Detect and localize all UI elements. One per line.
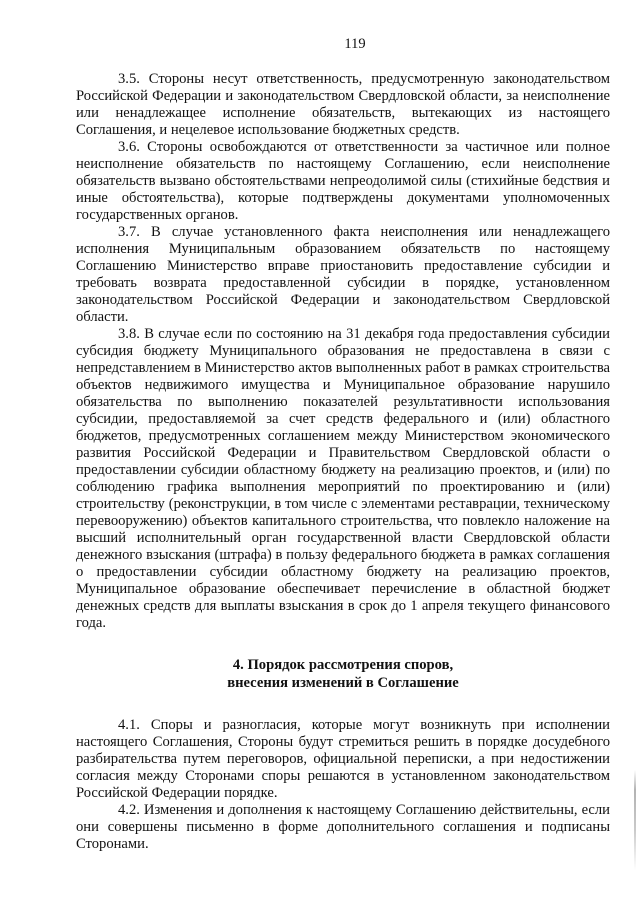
page-number: 119 bbox=[344, 36, 366, 52]
scan-edge-mark bbox=[634, 770, 636, 870]
paragraph-3-7: 3.7. В случае установленного факта неисполнения или ненадлежащего исполнения Муниципальным образованием обязательств по настоящему Соглашению Министерство вправе приостановить предоставление субсидии и требовать возврата предоставленной субсидии в порядке, установленном законодательством Российской Федерации и законодательством Свердловской области. bbox=[76, 224, 610, 325]
paragraph-4-1: 4.1. Споры и разногласия, которые могут возникнуть при исполнении настоящего Соглашения, Стороны будут стремиться решить в порядке досудебного разбирательства путем переговоров, официальной переписки, а при недостижении согласия между Сторонами споры решаются в установленном законодательством Российской Федерации порядке. bbox=[76, 717, 610, 801]
paragraph-3-6: 3.6. Стороны освобождаются от ответственности за частичное или полное неисполнение обязательств по настоящему Соглашению, если неисполнение обязательств вызвано обстоятельствами непреодолимой силы (стихийные бедствия и иные обстоятельства), которые подтверждены документами уполномоченных государственных органов. bbox=[76, 139, 610, 223]
paragraph-3-5: 3.5. Стороны несут ответственность, предусмотренную законодательством Российской Федерации и законодательством Свердловской области, за неисполнение или ненадлежащее исполнение обязательств, вытекающих из настоящего Соглашения, и нецелевое использование бюджетных средств. bbox=[76, 71, 610, 138]
section-heading-line-1: 4. Порядок рассмотрения споров, bbox=[232, 657, 454, 673]
paragraph-4-2: 4.2. Изменения и дополнения к настоящему Соглашению действительны, если они совершены письменно в форме дополнительного соглашения и подписаны Сторонами. bbox=[76, 802, 610, 852]
section-heading bbox=[76, 656, 610, 692]
section-heading-line-2: внесения изменений в Соглашение bbox=[227, 675, 459, 691]
paragraph-3-8: 3.8. В случае если по состоянию на 31 декабря года предоставления субсидии субсидия бюджету Муниципального образования не предоставлена в связи с непредставлением в Министерство актов выполненных работ в рамках строительства объектов недвижимого имущества и Муниципальное образование нарушило обязательства по выполнению показателей результативности использования субсидии, предоставляемой за счет средств федерального и (или) областного бюджетов, предусмотренных соглашением между Министерством экономического развития Российской Федерации и Правительством Свердловской области о предоставлении субсидии областному бюджету на реализацию проектов, и (или) по соблюдению графика выполнения мероприятий по проектированию и (или) строительству (реконструкции, в том числе с элементами реставрации, техническому перевооружению) объектов капитального строительства, что повлекло наложение на высший исполнительный орган государственной власти Свердловской области денежного взыскания (штрафа) в пользу федерального бюджета в рамках соглашения о предоставлении субсидии областному бюджету на реализацию проектов, Муниципальное образование обеспечивает перечисление в областной бюджет денежных средств для выплаты взыскания в срок до 1 апреля текущего финансового года. bbox=[76, 326, 610, 631]
